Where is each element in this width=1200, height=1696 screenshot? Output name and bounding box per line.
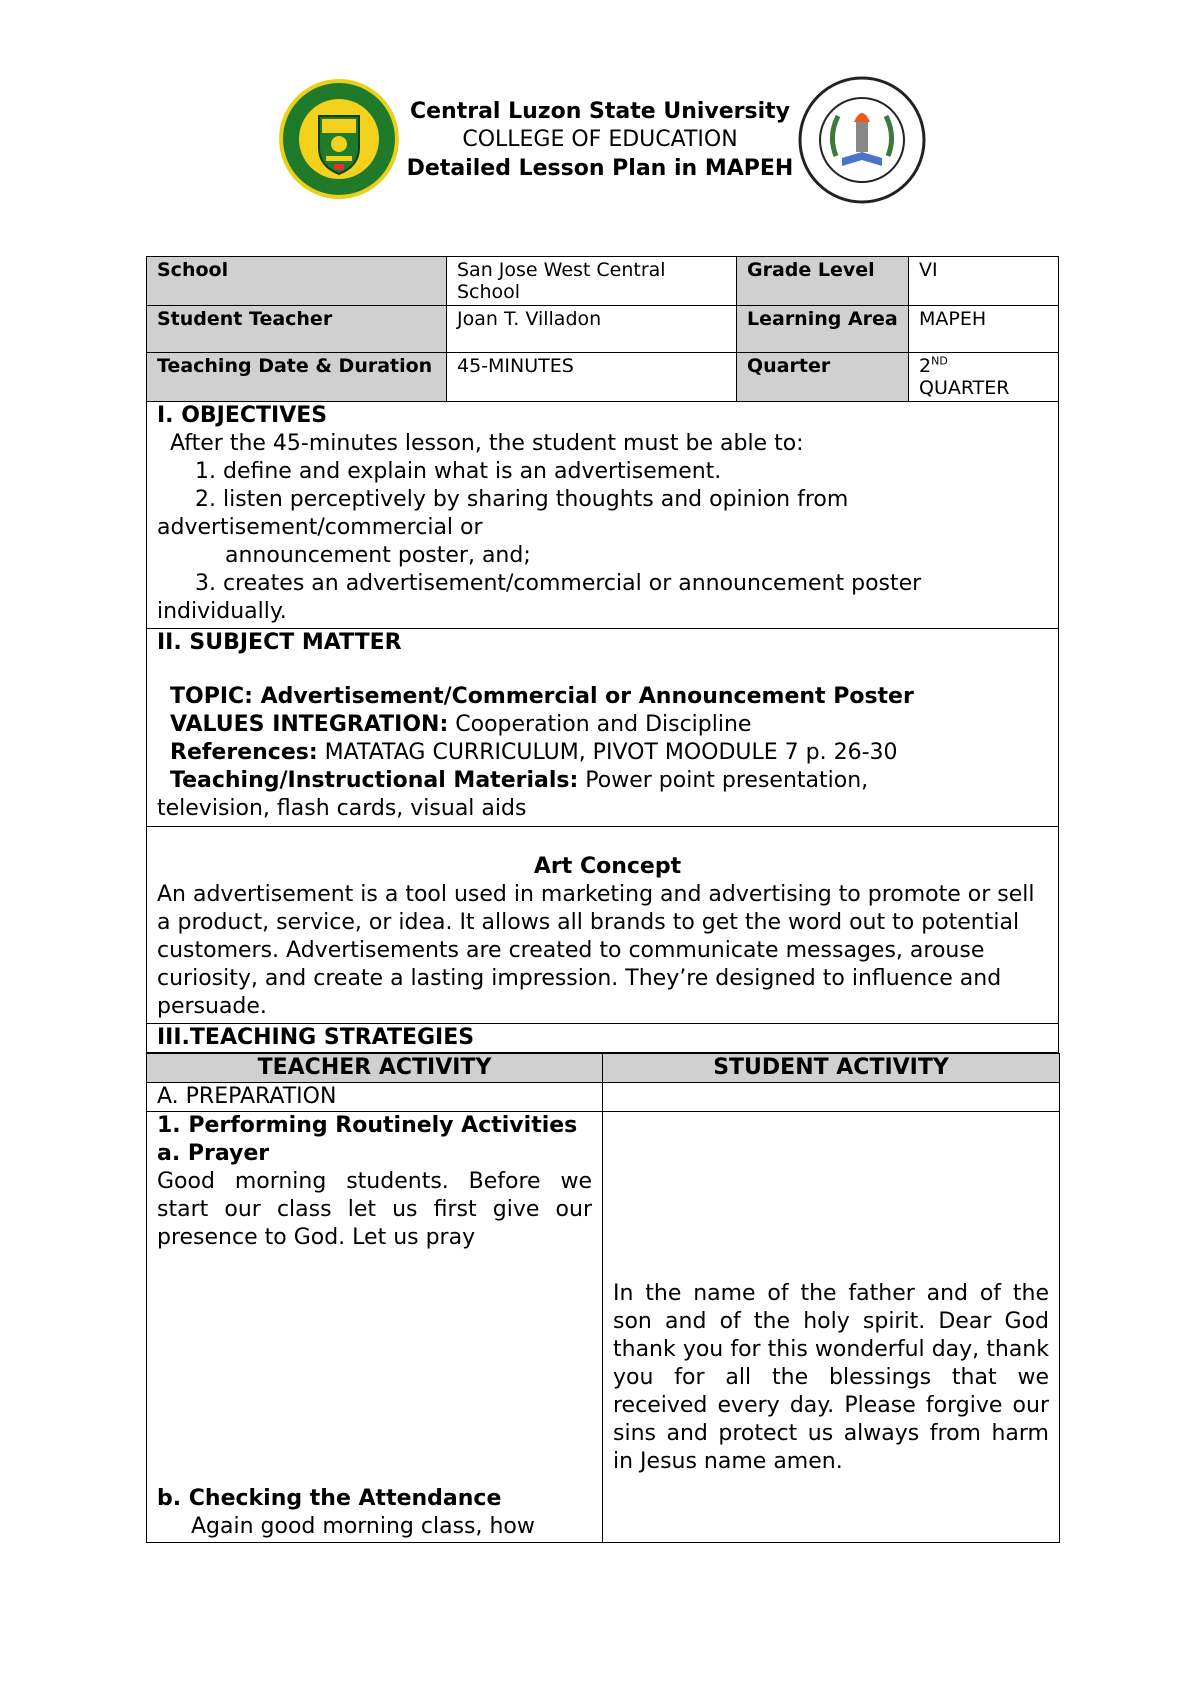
objective-item-1: 1. define and explain what is an advertisement. [195, 459, 722, 484]
subject-topic: TOPIC: Advertisement/Commercial or Announcement Poster [170, 684, 914, 709]
subject-matter-section [146, 629, 1059, 827]
references-line [157, 739, 1058, 767]
objectives-title: I. OBJECTIVES [157, 403, 328, 428]
strategies-section [146, 1024, 1059, 1053]
strategies-title: III.TEACHING STRATEGIES [157, 1025, 475, 1050]
table-header-row [147, 1054, 1060, 1083]
date-value: 45-MINUTES [447, 353, 737, 402]
quarter-suffix: ND [931, 354, 948, 368]
attendance-label: b. Checking the Attendance [157, 1486, 502, 1511]
teacher-activity-header: TEACHER ACTIVITY [147, 1054, 603, 1083]
lesson-info-table [146, 256, 1059, 402]
art-concept-body: An advertisement is a tool used in marketing and advertising to promote or sell a product, service, or idea. It allows all brands to get the word out to potential customers. Advertisements are created to communicate messages, arouse curiosity, and create a lasting impression. They’re designed to influence and persuade. [157, 882, 1035, 1019]
teacher-activity-cell [147, 1112, 603, 1543]
art-concept-section [146, 827, 1059, 1024]
materials-line [157, 767, 1058, 795]
quarter-label: Quarter [737, 353, 909, 402]
student-activity-header: STUDENT ACTIVITY [603, 1054, 1060, 1083]
plan-title: Detailed Lesson Plan in MAPEH [406, 156, 794, 181]
university-name: Central Luzon State University [409, 99, 791, 124]
objectives-section [146, 402, 1059, 629]
materials-label: Teaching/Instructional Materials: [170, 768, 579, 793]
subject-title: II. SUBJECT MATTER [157, 630, 402, 655]
table-row [147, 1112, 1060, 1543]
attendance-teacher-text: Again good morning class, how [191, 1514, 535, 1539]
prayer-teacher-text: Good morning students. Before we start our class let us first give our presence to God. Let us pray [157, 1169, 592, 1250]
teacher-label: Student Teacher [147, 306, 447, 353]
preparation-label: A. PREPARATION [147, 1083, 603, 1112]
table-row [147, 353, 1059, 402]
materials-text: Power point presentation, [578, 768, 869, 793]
table-row [147, 306, 1059, 353]
values-label: VALUES INTEGRATION: [170, 712, 449, 737]
college-name: COLLEGE OF EDUCATION [462, 127, 738, 152]
grade-value: VI [909, 257, 1059, 306]
prayer-student-text: In the name of the father and of the son and of the holy spirit. Dear God thank you for this wonderful day, thank you for all the blessings that we received every day. Please forgive our sins and protect us always from harm in Jesus name amen. [613, 1281, 1049, 1474]
school-label: School [147, 257, 447, 306]
table-row [147, 257, 1059, 306]
area-label: Learning Area [737, 306, 909, 353]
objective-item-3-cont: individually. [157, 599, 287, 624]
document-header [0, 0, 1200, 220]
objectives-intro: After the 45-minutes lesson, the student must be able to: [170, 431, 804, 456]
teacher-value: Joan T. Villadon [447, 306, 737, 353]
references-label: References: [170, 740, 318, 765]
quarter-number: 2 [919, 355, 932, 377]
grade-label: Grade Level [737, 257, 909, 306]
objective-item-2: 2. listen perceptively by sharing thoughts and opinion from [195, 487, 849, 512]
area-value: MAPEH [909, 306, 1059, 353]
references-text: MATATAG CURRICULUM, PIVOT MOODULE 7 p. 26-30 [317, 740, 898, 765]
table-row [147, 1083, 1060, 1112]
student-activity-cell [603, 1112, 1060, 1543]
preparation-student-cell [603, 1083, 1060, 1112]
materials-cont: television, flash cards, visual aids [157, 796, 527, 821]
quarter-word: QUARTER [919, 377, 1010, 399]
objective-item-2-cont: advertisement/commercial or [157, 515, 483, 540]
date-label: Teaching Date & Duration [147, 353, 447, 402]
values-text: Cooperation and Discipline [448, 712, 752, 737]
routine-title: 1. Performing Routinely Activities [157, 1113, 578, 1138]
activity-table [146, 1053, 1060, 1543]
values-line [157, 711, 1058, 739]
art-concept-title: Art Concept [533, 854, 682, 879]
prayer-label: a. Prayer [157, 1141, 270, 1166]
objective-item-2-cont2: announcement poster, and; [225, 543, 531, 568]
school-value: San Jose West Central School [447, 257, 737, 306]
quarter-value [909, 353, 1059, 402]
objective-item-3: 3. creates an advertisement/commercial or announcement poster [195, 571, 922, 596]
